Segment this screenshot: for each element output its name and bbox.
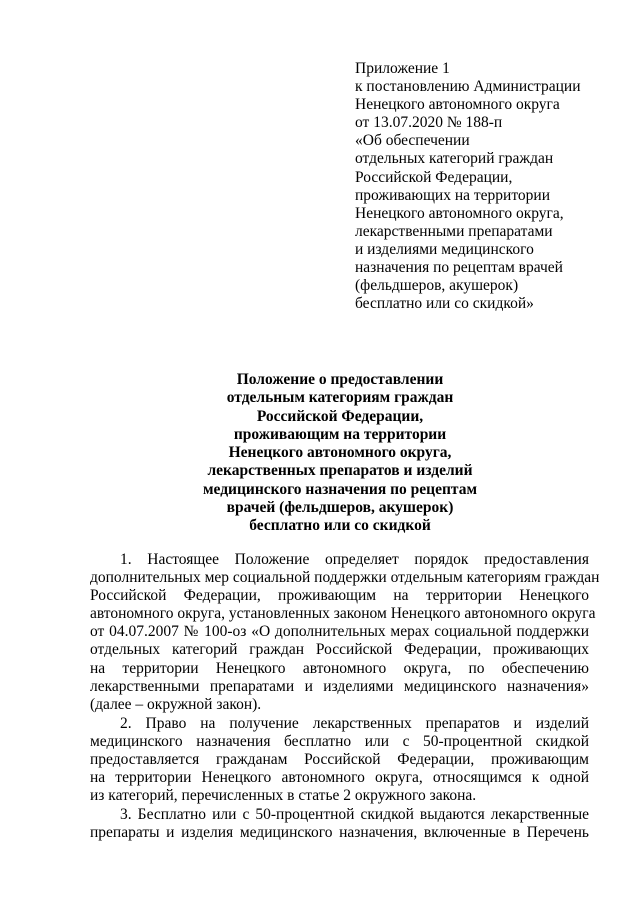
title-line: врачей (фельдшеров, акушерок) bbox=[226, 499, 454, 517]
paragraph-line: из категорий, перечисленных в статье 2 окружного закона. bbox=[90, 787, 477, 805]
appendix-header bbox=[355, 60, 605, 313]
paragraph-line: Российской Федерации, проживающим на территории Ненецкого bbox=[90, 587, 589, 605]
paragraph-line: на территории Ненецкого автономного округа, относящимся к одной bbox=[90, 769, 589, 787]
paragraph-1 bbox=[90, 551, 600, 714]
paragraph-line: отдельных категорий граждан Российской Федерации, проживающих bbox=[90, 641, 589, 659]
appendix-line: Российской Федерации, bbox=[355, 168, 513, 186]
appendix-line: Приложение 1 bbox=[355, 60, 450, 77]
paragraph-2 bbox=[90, 715, 589, 805]
paragraph-line: препараты и изделия медицинского назначения, включенные в Перечень bbox=[90, 824, 589, 842]
paragraph-line: от 04.07.2007 № 100-оз «О дополнительных мерах социальной поддержки bbox=[90, 623, 589, 641]
appendix-line: от 13.07.2020 № 188-п bbox=[355, 114, 503, 132]
appendix-line: лекарственными препаратами bbox=[355, 222, 553, 240]
paragraph-line: 3. Бесплатно или с 50-процентной скидкой выдаются лекарственные bbox=[120, 806, 589, 824]
document-body bbox=[90, 551, 600, 844]
title-line: бесплатно или со скидкой bbox=[249, 517, 431, 535]
paragraph-line: медицинского назначения бесплатно или с 50-процентной скидкой bbox=[90, 732, 589, 750]
appendix-line: назначения по рецептам врачей bbox=[355, 259, 563, 277]
paragraph-line: 1. Настоящее Положение определяет порядок предоставления bbox=[120, 551, 589, 568]
title-line: проживающим на территории bbox=[233, 425, 447, 443]
appendix-line: и изделиями медицинского bbox=[355, 240, 534, 258]
title-line: Российской Федерации, bbox=[256, 407, 424, 425]
appendix-line: к постановлению Администрации bbox=[355, 78, 581, 96]
title-line: лекарственных препаратов и изделий bbox=[207, 462, 473, 480]
appendix-line: проживающих на территории bbox=[355, 186, 550, 204]
paragraph-line: на территории Ненецкого автономного округа, по обеспечению bbox=[90, 659, 589, 677]
paragraph-line: дополнительных мер социальной поддержки отдельным категориям граждан bbox=[90, 569, 600, 587]
appendix-line: бесплатно или со скидкой» bbox=[355, 295, 534, 313]
paragraph-3 bbox=[90, 806, 589, 842]
paragraph-line: лекарственными препаратами и изделиями медицинского назначения» bbox=[90, 677, 589, 695]
title-line: отдельным категориям граждан bbox=[226, 389, 454, 407]
title-line: Положение о предоставлении bbox=[236, 371, 444, 388]
title-line: медицинского назначения по рецептам bbox=[202, 480, 478, 498]
title-line: Ненецкого автономного округа, bbox=[228, 444, 452, 462]
paragraph-line: предоставляется гражданам Российской Федерации, проживающим bbox=[90, 751, 589, 769]
appendix-line: отдельных категорий граждан bbox=[355, 150, 554, 168]
appendix-line: (фельдшеров, акушерок) bbox=[355, 277, 519, 295]
appendix-line: «Об обеспечении bbox=[355, 132, 470, 150]
appendix-line: Ненецкого автономного округа, bbox=[355, 204, 564, 222]
paragraph-line: автономного округа, установленных законом Ненецкого автономного округа bbox=[90, 605, 596, 623]
paragraph-line: 2. Право на получение лекарственных препаратов и изделий bbox=[120, 714, 589, 732]
document-title bbox=[150, 371, 530, 536]
paragraph-line: (далее – окружной закон). bbox=[90, 695, 262, 713]
appendix-line: Ненецкого автономного округа bbox=[355, 96, 560, 114]
